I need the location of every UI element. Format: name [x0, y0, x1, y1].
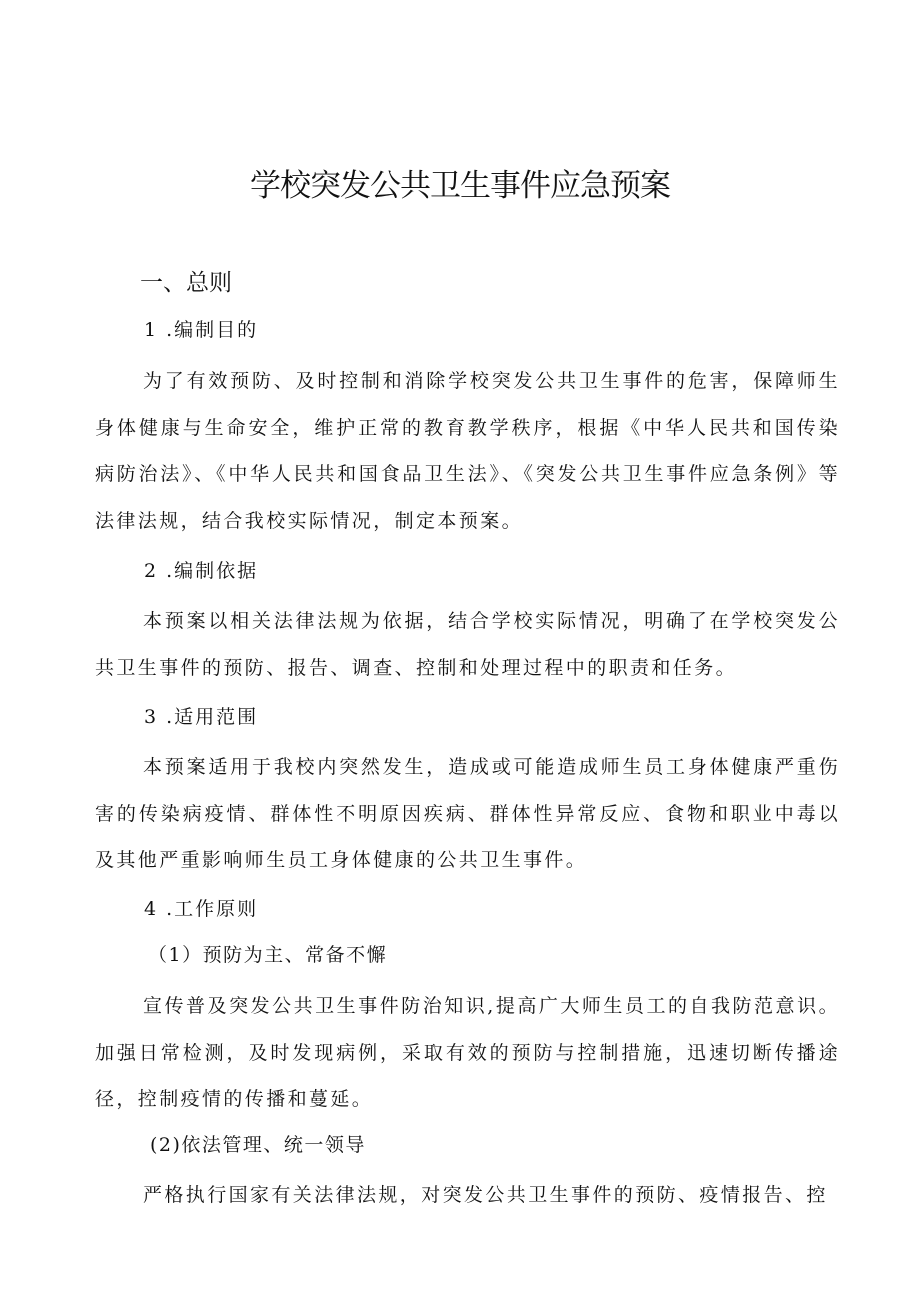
principle-heading-prevention: （1）预防为主、常备不懈 — [148, 944, 388, 966]
paragraph-scope: 本预案适用于我校内突然发生，造成或可能造成师生员工身体健康严重伤害的传染病疫情、群体性不明原因疾病、群体性异常反应、食物和职业中毒以及其他严重影响师生员工身体健康的公共卫生事件。 — [95, 756, 840, 871]
paragraph-basis: 本预案以相关法律法规为依据，结合学校实际情况，明确了在学校突发公共卫生事件的预防、报告、调查、控制和处理过程中的职责和任务。 — [95, 610, 840, 679]
section-heading-general: 一、总则 — [140, 270, 232, 296]
paragraph-law: 严格执行国家有关法律法规，对突发公共卫生事件的预防、疫情报告、控 — [143, 1184, 828, 1206]
document-title: 学校突发公共卫生事件应急预案 — [250, 168, 670, 204]
subsection-heading-scope: 3 .适用范围 — [144, 706, 259, 728]
paragraph-prevention: 宣传普及突发公共卫生事件防治知识,提高广大师生员工的自我防范意识。加强日常检测，及时发现病例，采取有效的预防与控制措施，迅速切断传播途径，控制疫情的传播和蔓延。 — [95, 995, 840, 1110]
paragraph-purpose: 为了有效预防、及时控制和消除学校突发公共卫生事件的危害，保障师生身体健康与生命安全，维护正常的教育教学秩序，根据《中华人民共和国传染病防治法》、《中华人民共和国食品卫生法》、《突发公共卫生事件应急条例》等法律法规，结合我校实际情况，制定本预案。 — [95, 370, 840, 532]
subsection-heading-basis: 2 .编制依据 — [144, 560, 259, 582]
subsection-heading-purpose: 1 .编制目的 — [144, 319, 259, 341]
principle-heading-law: (2)依法管理、统一领导 — [150, 1134, 366, 1156]
subsection-heading-principles: 4 .工作原则 — [144, 898, 259, 920]
